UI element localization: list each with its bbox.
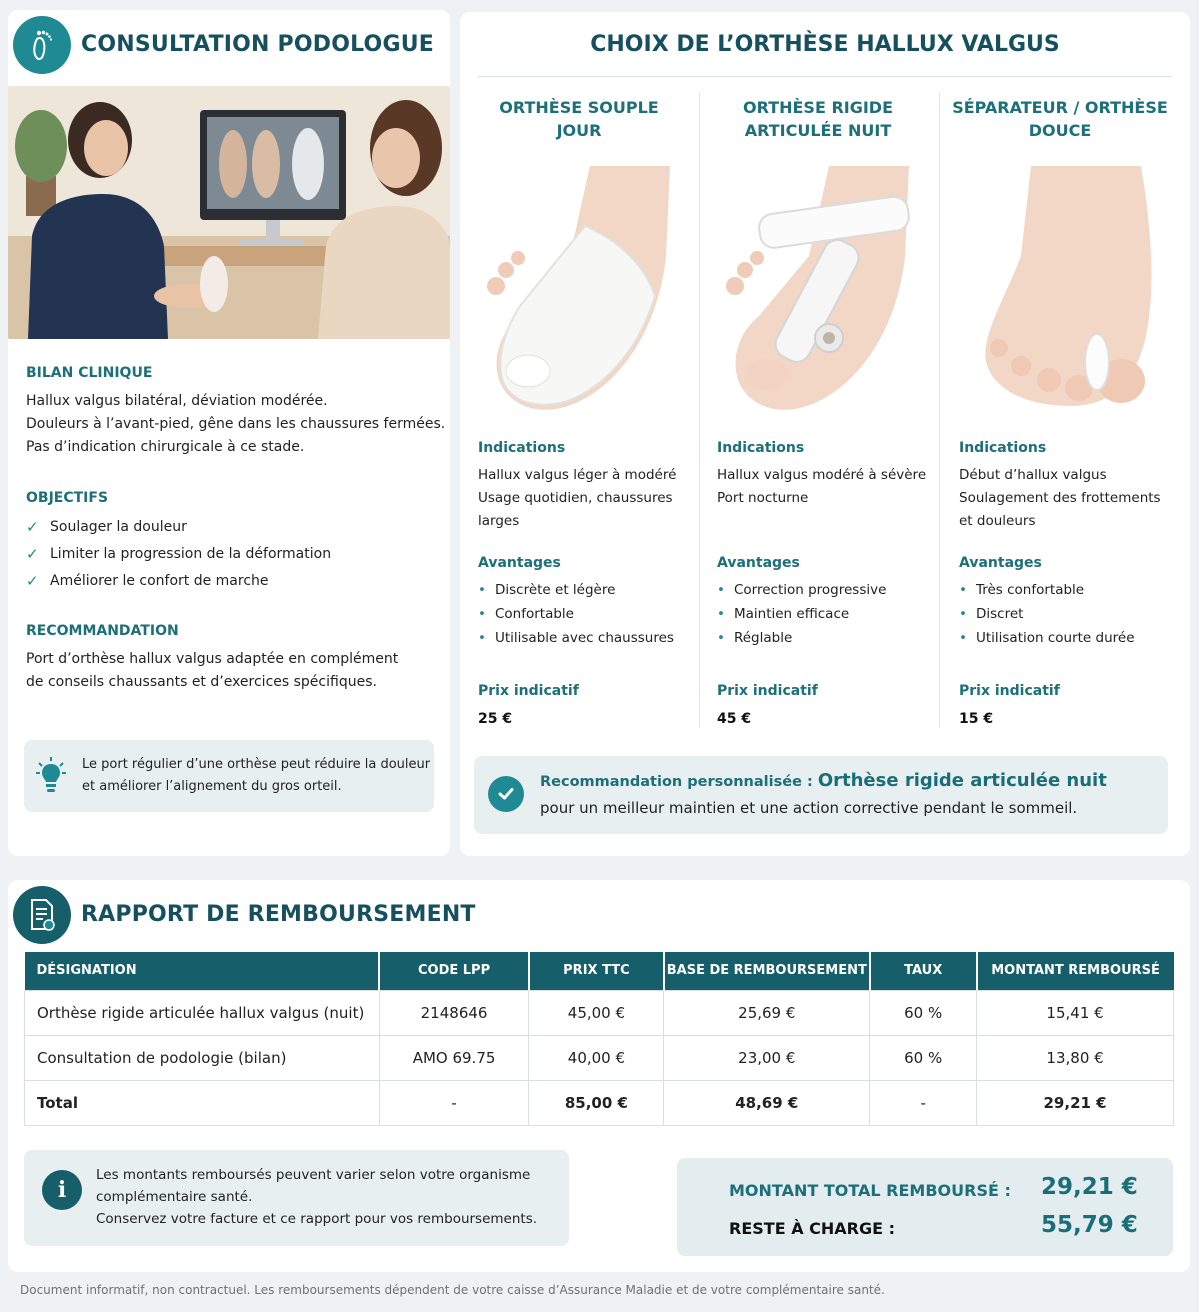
objectif-label: Limiter la progression de la déformation: [50, 546, 332, 562]
orthese-title: CHOIX DE L’ORTHÈSE HALLUX VALGUS: [590, 32, 1060, 57]
indications-label: Indications: [717, 440, 805, 456]
table-header-row: [25, 952, 1174, 990]
column-header: MONTANT REMBOURSÉ: [977, 952, 1174, 990]
indication-item: Hallux valgus modéré à sévère: [717, 467, 927, 483]
info-line: Les montants remboursés peuvent varier selon votre organisme: [96, 1167, 531, 1183]
indication-item: Port nocturne: [717, 490, 809, 506]
consultation-panel: [8, 10, 450, 856]
divider: [478, 76, 1172, 77]
lightbulb-icon: [36, 756, 66, 800]
rapport-title: RAPPORT DE REMBOURSEMENT: [81, 902, 476, 927]
tip-line: et améliorer l’alignement du gros orteil.: [82, 779, 342, 794]
table-cell: 2148646: [379, 990, 529, 1035]
info-line: complémentaire santé.: [96, 1189, 253, 1205]
table-cell: 13,80 €: [977, 1035, 1174, 1080]
info-box: [24, 1150, 569, 1246]
column-header: CODE LPP: [379, 952, 529, 990]
avantage-item: • Discret: [959, 602, 1135, 626]
table-cell: 85,00 €: [529, 1080, 664, 1125]
objectif-item: [26, 545, 331, 563]
column-divider: [939, 92, 940, 728]
prix-value: 45 €: [717, 711, 752, 727]
avantages-label: Avantages: [717, 555, 800, 571]
table-row: [25, 1035, 1174, 1080]
avantages-label: Avantages: [478, 555, 561, 571]
indications-list: [717, 464, 932, 510]
check-icon: ✓: [26, 545, 39, 563]
table-cell: AMO 69.75: [379, 1035, 529, 1080]
table-cell: Total: [25, 1080, 380, 1125]
check-circle-icon: [488, 776, 524, 812]
check-icon: ✓: [26, 572, 39, 590]
document-icon: [13, 886, 71, 944]
column-header: BASE DE REMBOURSEMENT: [664, 952, 870, 990]
table-cell: Consultation de podologie (bilan): [25, 1035, 380, 1080]
table-cell: 45,00 €: [529, 990, 664, 1035]
indication-item: Usage quotidien, chaussures: [478, 490, 673, 506]
recommandation-line: Port d’orthèse hallux valgus adaptée en complément: [26, 651, 399, 667]
tip-text: [82, 754, 430, 798]
bilan-line: Pas d’indication chirurgicale à ce stade.: [26, 439, 305, 455]
avantages-label: Avantages: [959, 555, 1042, 571]
reimbursement-table: [24, 952, 1174, 1126]
option-title-line: ARTICULÉE NUIT: [744, 121, 892, 140]
avantage-item: • Discrète et légère: [478, 578, 674, 602]
orthese-option-separateur: [941, 92, 1179, 742]
option-title: [699, 96, 937, 142]
orthese-option-rigide: [699, 92, 937, 742]
avantages-list: [959, 578, 1135, 650]
toe-separator-image: [961, 166, 1161, 416]
footnote: Document informatif, non contractuel. Les remboursements dépendent de votre caisse d’Assurance Maladie et de votre complémentaire santé.: [20, 1283, 885, 1297]
recommandation-heading: RECOMMANDATION: [26, 623, 179, 639]
foot-icon: [13, 16, 71, 74]
avantage-item: • Correction progressive: [717, 578, 886, 602]
table-cell: -: [870, 1080, 977, 1125]
option-title-line: DOUCE: [1028, 121, 1092, 140]
indication-item: Hallux valgus léger à modéré: [478, 467, 677, 483]
prix-value: 15 €: [959, 711, 994, 727]
option-title-line: ORTHÈSE RIGIDE: [742, 98, 894, 117]
avantage-item: • Utilisation courte durée: [959, 626, 1135, 650]
recommendation-highlight: Orthèse rigide articulée nuit: [817, 770, 1107, 791]
column-header: PRIX TTC: [529, 952, 664, 990]
indications-label: Indications: [959, 440, 1047, 456]
prix-label: Prix indicatif: [478, 683, 579, 699]
bilan-heading: BILAN CLINIQUE: [26, 365, 153, 381]
consultation-photo: [8, 86, 450, 339]
option-title: [460, 96, 698, 142]
table-cell: -: [379, 1080, 529, 1125]
table-row: [25, 990, 1174, 1035]
reste-a-charge-label: RESTE À CHARGE :: [729, 1219, 896, 1238]
recommendation-prefix: Recommandation personnalisée :: [540, 774, 813, 790]
table-cell: 25,69 €: [664, 990, 870, 1035]
objectifs-heading: OBJECTIFS: [26, 490, 109, 506]
option-title-line: JOUR: [556, 121, 602, 140]
objectif-label: Améliorer le confort de marche: [50, 573, 269, 589]
column-header: TAUX: [870, 952, 977, 990]
rapport-panel: [8, 880, 1190, 1272]
objectif-item: [26, 572, 269, 590]
consultation-title: CONSULTATION PODOLOGUE: [81, 32, 435, 57]
bilan-line: Hallux valgus bilatéral, déviation modérée.: [26, 393, 328, 409]
prix-label: Prix indicatif: [959, 683, 1060, 699]
reste-a-charge-value: 55,79 €: [1041, 1212, 1138, 1238]
recommandation-line: de conseils chaussants et d’exercices spécifiques.: [26, 674, 377, 690]
indications-list: [478, 464, 693, 533]
table-cell: 48,69 €: [664, 1080, 870, 1125]
table-total-row: [25, 1080, 1174, 1125]
avantage-item: • Maintien efficace: [717, 602, 886, 626]
total-rembourse-label: MONTANT TOTAL REMBOURSÉ :: [729, 1181, 1011, 1200]
recommendation-headline: [540, 770, 1107, 791]
tip-box: [24, 740, 434, 812]
recommendation-detail: pour un meilleur maintien et une action corrective pendant le sommeil.: [540, 799, 1078, 817]
option-title: [941, 96, 1179, 142]
total-rembourse-value: 29,21 €: [1041, 1174, 1138, 1200]
table-cell: 60 %: [870, 990, 977, 1035]
check-icon: ✓: [26, 518, 39, 536]
option-title-line: SÉPARATEUR / ORTHÈSE: [952, 98, 1168, 117]
indication-item: Début d’hallux valgus: [959, 467, 1107, 483]
avantages-list: [717, 578, 886, 650]
avantage-item: • Réglable: [717, 626, 886, 650]
table-cell: 60 %: [870, 1035, 977, 1080]
avantage-item: • Utilisable avec chaussures: [478, 626, 674, 650]
table-cell: 29,21 €: [977, 1080, 1174, 1125]
bilan-line: Douleurs à l’avant-pied, gêne dans les chaussures fermées.: [26, 416, 446, 432]
avantage-item: • Très confortable: [959, 578, 1135, 602]
column-header: DÉSIGNATION: [25, 952, 380, 990]
tip-line: Le port régulier d’une orthèse peut réduire la douleur: [82, 757, 431, 772]
orthese-panel: [460, 12, 1190, 856]
objectif-item: [26, 518, 187, 536]
table-cell: Orthèse rigide articulée hallux valgus (nuit): [25, 990, 380, 1035]
indications-label: Indications: [478, 440, 566, 456]
indication-item: Soulagement des frottements: [959, 490, 1161, 506]
orthese-option-souple: [460, 92, 698, 742]
indications-list: [959, 464, 1174, 533]
indication-item: et douleurs: [959, 513, 1036, 529]
recommendation-box: [474, 756, 1168, 834]
rigid-orthosis-image: [719, 166, 919, 416]
objectif-label: Soulager la douleur: [50, 519, 187, 535]
info-icon: i: [42, 1170, 82, 1210]
info-text: [96, 1164, 537, 1230]
soft-orthosis-image: [480, 166, 680, 416]
table-cell: 15,41 €: [977, 990, 1174, 1035]
table-cell: 40,00 €: [529, 1035, 664, 1080]
avantage-item: • Confortable: [478, 602, 674, 626]
avantages-list: [478, 578, 674, 650]
prix-label: Prix indicatif: [717, 683, 818, 699]
option-title-line: ORTHÈSE SOUPLE: [499, 98, 659, 117]
indication-item: larges: [478, 513, 520, 529]
summary-box: [677, 1158, 1173, 1256]
prix-value: 25 €: [478, 711, 513, 727]
info-line: Conservez votre facture et ce rapport pour vos remboursements.: [96, 1211, 538, 1227]
table-cell: 23,00 €: [664, 1035, 870, 1080]
